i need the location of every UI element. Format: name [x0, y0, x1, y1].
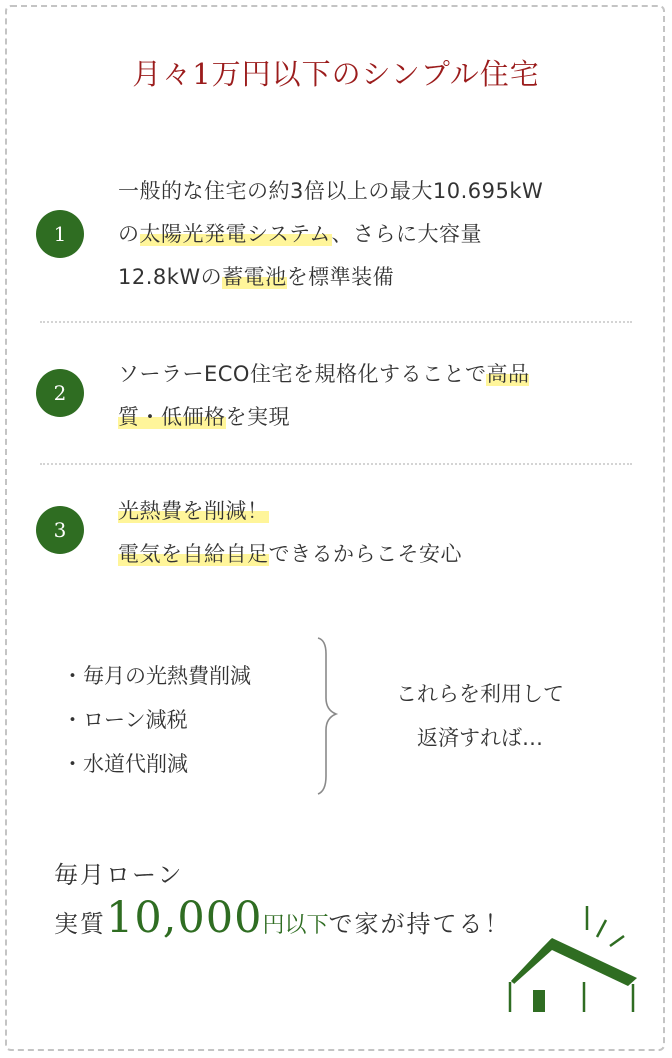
feature-1-highlight-battery: 蓄電池	[222, 265, 287, 289]
feature-2-highlight-1: 高品	[486, 362, 530, 386]
feature-3-line-2-post: できるからこそ安心	[268, 542, 462, 566]
benefit-item: ・水道代削減	[62, 752, 188, 776]
benefit-item: ・ローン減税	[62, 708, 188, 732]
feature-text-2	[118, 353, 628, 439]
number-badge-2: 2	[36, 369, 84, 417]
feature-text-3	[118, 490, 628, 576]
feature-text-1	[118, 170, 628, 299]
monthly-amount: 10,000	[106, 893, 263, 943]
repayment-line-1: これらを利用して	[396, 682, 564, 706]
page-title: 月々1万円以下のシンプル住宅	[132, 57, 540, 91]
feature-1-line-3-pre: 12.8kWの	[118, 265, 223, 289]
house-icon	[500, 900, 650, 1020]
price-tagline	[54, 893, 510, 943]
feature-3-highlight-1: 光熱費を削減！	[118, 499, 269, 523]
divider-1	[40, 321, 632, 323]
tagline-end: で家が持てる！	[328, 910, 511, 938]
repayment-line-2: 返済すれば…	[417, 726, 543, 750]
feature-3-highlight-2: 電気を自給自足	[118, 542, 269, 566]
feature-2-line-2-post: を実現	[225, 405, 290, 429]
amount-unit: 円以下	[262, 913, 329, 938]
curly-brace-icon	[312, 636, 342, 796]
benefits-list	[62, 654, 251, 786]
number-badge-3: 3	[36, 506, 84, 554]
feature-1-line-1: 一般的な住宅の約3倍以上の最大10.695kW	[118, 179, 544, 203]
benefit-item: ・毎月の光熱費削減	[62, 664, 251, 688]
feature-1-highlight-solar: 太陽光発電システム	[139, 222, 332, 246]
feature-2-line-1-pre: ソーラーECO住宅を規格化することで	[118, 362, 487, 386]
monthly-loan-label: 毎月ローン	[54, 861, 184, 889]
feature-1-line-3-post: を標準装備	[286, 265, 395, 289]
number-badge-1: 1	[36, 210, 84, 258]
feature-1-line-2-pre: の	[118, 222, 140, 246]
repayment-text	[380, 672, 580, 760]
feature-1-line-2-post: 、さらに大容量	[331, 222, 483, 246]
feature-2-highlight-2: 質・低価格	[118, 405, 226, 429]
divider-2	[40, 463, 632, 465]
actual-label: 実質	[54, 910, 106, 938]
